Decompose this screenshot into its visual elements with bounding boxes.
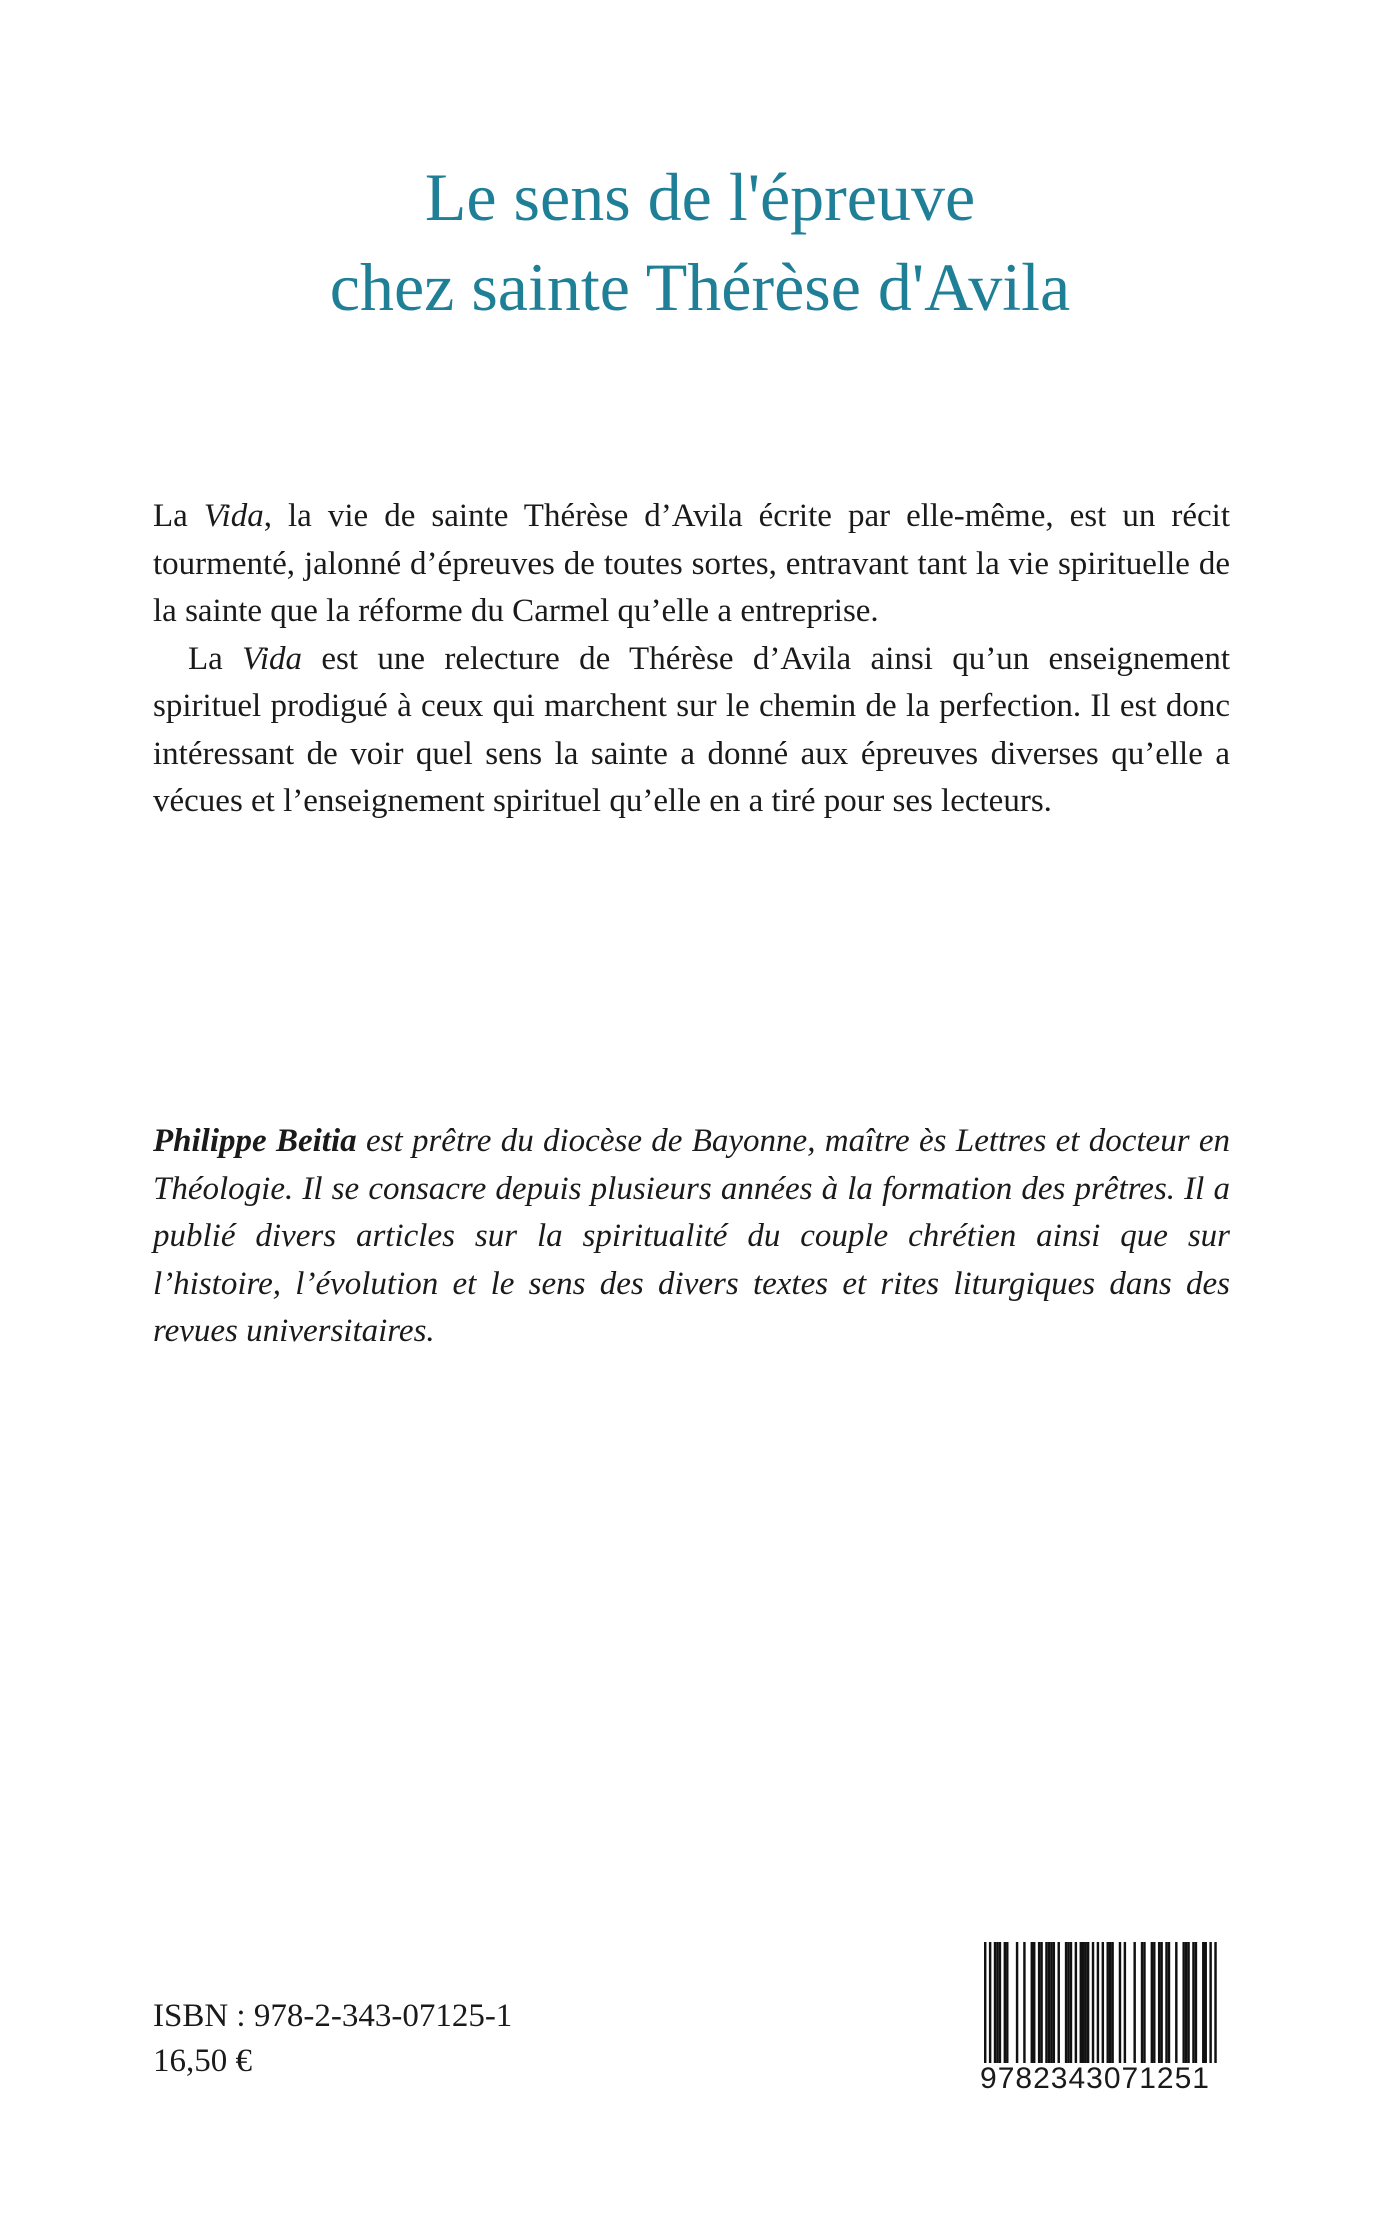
barcode-bar bbox=[1102, 1942, 1104, 2080]
barcode-bar bbox=[1185, 1942, 1187, 2064]
barcode-bar bbox=[1038, 1942, 1040, 2064]
barcode-bar bbox=[1084, 1942, 1086, 2064]
barcode-bar bbox=[1214, 1942, 1216, 2080]
barcode-bar bbox=[1087, 1942, 1089, 2064]
barcode-bar bbox=[1050, 1942, 1052, 2064]
barcode-bar bbox=[1175, 1942, 1177, 2064]
barcode-bar bbox=[1045, 1942, 1047, 2064]
synopsis-p1-rest: , la vie de sainte Thérèse d’Avila écrite par elle-même, est un récit tourmenté, jalonné d’épreuves de toutes sortes, entravant tant la vie spirituelle de la sainte que la réforme du Carmel qu’elle a entreprise. bbox=[153, 498, 1230, 629]
barcode-bar bbox=[1143, 1942, 1145, 2064]
barcode-bar bbox=[1133, 1942, 1135, 2064]
barcode-bar bbox=[1004, 1942, 1006, 2064]
barcode-bar bbox=[1109, 1942, 1111, 2064]
barcode-bar bbox=[1053, 1942, 1055, 2064]
barcode-bar bbox=[1075, 1942, 1077, 2064]
barcode-bar bbox=[1048, 1942, 1050, 2064]
synopsis-paragraph-1 bbox=[153, 493, 1230, 636]
barcode-bar bbox=[1182, 1942, 1184, 2064]
barcode-bar bbox=[1124, 1942, 1126, 2064]
barcode-bar bbox=[1168, 1942, 1170, 2064]
price: 16,50 € bbox=[153, 2043, 252, 2079]
barcode-bar bbox=[1160, 1942, 1162, 2064]
synopsis-paragraph-2 bbox=[153, 636, 1230, 826]
barcode-bar bbox=[1016, 1942, 1018, 2064]
barcode-bar bbox=[984, 1942, 986, 2080]
barcode-bar bbox=[1067, 1942, 1069, 2064]
barcode-bar bbox=[1158, 1942, 1160, 2064]
synopsis-p1-start: La bbox=[153, 498, 204, 534]
author-name: Philippe Beitia bbox=[153, 1123, 357, 1159]
barcode-bar bbox=[1195, 1942, 1197, 2064]
barcode-bar bbox=[1033, 1942, 1035, 2064]
synopsis-p1-vida: Vida bbox=[203, 498, 264, 534]
barcode-bar bbox=[1065, 1942, 1067, 2064]
barcode-bar bbox=[994, 1942, 996, 2064]
book-title-line-1: Le sens de l'épreuve bbox=[424, 159, 976, 235]
barcode-bar bbox=[1165, 1942, 1167, 2064]
barcode-bar bbox=[1141, 1942, 1143, 2064]
synopsis-p2-start: La bbox=[188, 640, 243, 677]
author-bio-text: est prêtre du diocèse de Bayonne, maître ès Lettres et docteur en Théologie. Il se consacre depuis plusieurs années à la formation des prêtres. Il a publié divers articles sur la spiritualité du couple chrétien ainsi que sur l’histoire, l’évolution et le sens des divers textes et rites liturgiques dans des revues universitaires. bbox=[153, 1123, 1231, 1349]
barcode bbox=[960, 1942, 1230, 2095]
barcode-bar bbox=[1080, 1942, 1082, 2064]
book-title-line-2: chez sainte Thérèse d'Avila bbox=[329, 249, 1071, 325]
barcode-bar bbox=[1040, 1942, 1042, 2064]
barcode-bar bbox=[1006, 1942, 1008, 2064]
synopsis-p2-rest: est une relecture de Thérèse d’Avila ainsi qu’un enseignement spirituel prodigué à ceux qui marchent sur le chemin de la perfection. Il est donc intéressant de voir quel sens la sainte a donné aux épreuves diverses qu’elle a vécues et l’enseignement spirituel qu’elle en a tiré pour ses lecteurs. bbox=[153, 640, 1230, 819]
barcode-bar bbox=[996, 1942, 998, 2064]
barcode-bar bbox=[1187, 1942, 1189, 2064]
barcode-bar bbox=[989, 1942, 991, 2080]
barcode-digits: 9782343071251 bbox=[960, 2063, 1230, 2095]
barcode-bar bbox=[1058, 1942, 1060, 2064]
barcode-bar bbox=[1107, 1942, 1109, 2064]
book-title bbox=[0, 152, 1400, 332]
barcode-bar bbox=[1070, 1942, 1072, 2064]
barcode-bar bbox=[1192, 1942, 1194, 2064]
isbn: ISBN : 978-2-343-07125-1 bbox=[153, 1998, 513, 2034]
barcode-bar bbox=[1097, 1942, 1099, 2080]
barcode-bar bbox=[1205, 1942, 1207, 2064]
synopsis-p2-vida: Vida bbox=[242, 640, 303, 677]
barcode-bar bbox=[1092, 1942, 1094, 2064]
barcode-bar bbox=[1153, 1942, 1155, 2064]
synopsis bbox=[153, 493, 1230, 826]
author-bio bbox=[153, 1118, 1230, 1356]
barcode-bar bbox=[999, 1942, 1001, 2064]
barcode-bar bbox=[1023, 1942, 1025, 2064]
barcode-bar bbox=[1151, 1942, 1153, 2064]
barcode-bar bbox=[1202, 1942, 1204, 2064]
barcode-bar bbox=[1119, 1942, 1121, 2064]
barcode-bar bbox=[1082, 1942, 1084, 2064]
barcode-bar bbox=[1031, 1942, 1033, 2064]
barcode-bar bbox=[1111, 1942, 1113, 2064]
barcode-bar bbox=[1209, 1942, 1211, 2080]
